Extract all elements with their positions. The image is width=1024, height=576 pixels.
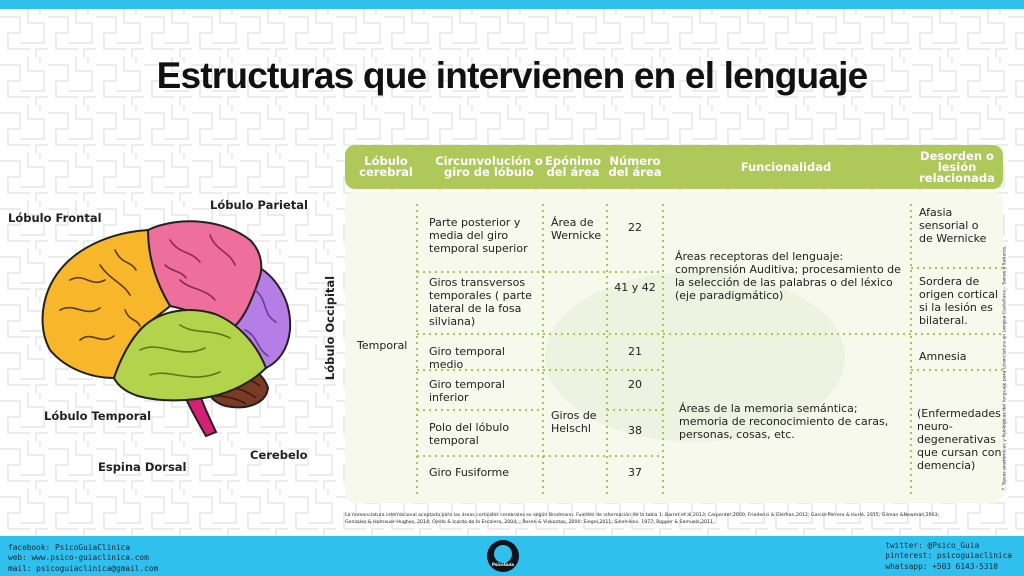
logo-text: PsicoGuía: [492, 562, 514, 567]
header-eponimo: Epónimo del área: [544, 154, 601, 179]
cell-lobulo-temporal: Temporal: [357, 339, 408, 352]
label-spinal-cord: Espina Dorsal: [98, 460, 187, 474]
cell-eponimo-helschl: Giros de Helschl: [551, 409, 597, 435]
footer-contacts-right: [885, 541, 1012, 572]
table-header: [345, 145, 1003, 189]
label-occipital-lobe: Lóbulo Occipital: [323, 275, 337, 381]
page-title: Estructuras que intervienen en el lenguaje: [156, 55, 868, 96]
footer-whatsapp[interactable]: whatsapp: +503 6143-5310: [885, 561, 998, 571]
cell-giro-4: Giro temporal inferior: [429, 378, 505, 404]
cell-giro-5: Polo del lóbulo temporal: [429, 421, 510, 447]
label-parietal-lobe: Lóbulo Parietal: [210, 198, 308, 212]
header-lobulo: Lóbulo cerebral: [359, 154, 413, 179]
header-numero: Número del área: [608, 154, 662, 179]
psicoguia-logo: [487, 540, 519, 572]
source-note: La nomenclatura internacional aceptada para las áreas corticales cerebrales es según Brodmann. Fuentes de información de la tabla 1: Barret et al,2013; Carpenter,2000; Friederici & Gierhan,2012; García-Porrero & Hurlé, 2015; Gilman &Newman,2003; Gonzales & Hornauer-Hughes, 2014; Ojeda & Icardo de la Escalera, 2004; ; Rosen & Viskontas, 2000; Siegel,2011; Sinelnikov, 1977; Ropper & Samuels,2011.: [345, 513, 940, 525]
side-reference-note: 7. Bases anatómicas y fisiológicas del lenguaje para Licenciatura en Lengua Castellana – Sanes y Saberes.: [1002, 245, 1008, 491]
footer-mail[interactable]: mail: psicoguiaclinica@gmail.com: [8, 563, 159, 573]
footer-facebook[interactable]: facebook: PsicoGuiaClinica: [8, 543, 131, 552]
cell-desorden-sordera: Sordera de origen cortical si la lesión es bilateral.: [919, 275, 999, 327]
cell-giro-1: Parte posterior y media del giro temporal superior: [429, 216, 528, 255]
cell-numero-2: 41 y 42: [614, 281, 656, 294]
table-body: [345, 192, 1003, 503]
cell-giro-6: Giro Fusiforme: [429, 466, 509, 479]
logo-brain-icon: [494, 545, 512, 563]
cell-numero-3: 21: [628, 345, 642, 358]
cell-numero-1: 22: [628, 221, 642, 234]
footer-web[interactable]: web: www.psico-guiaclinica.com: [8, 553, 149, 563]
header-desorden: Desorden o lesión relacionada: [919, 148, 995, 185]
footer-pinterest[interactable]: pinterest: psicoguiaclinica: [885, 551, 1012, 561]
top-accent-bar: [0, 0, 1024, 9]
label-frontal-lobe: Lóbulo Frontal: [8, 211, 102, 225]
label-cerebellum: Cerebelo: [250, 448, 308, 462]
cell-desorden-enfermedades: (Enfermedades neuro-degenerativas que cursan con demencia): [917, 407, 1002, 472]
footer-contacts-left: [8, 543, 158, 574]
cell-numero-5: 38: [628, 424, 642, 437]
cell-funcion-receptoras: Áreas receptoras del lenguaje: comprensión Auditiva; procesamiento de la selección de las palabras o del léxico (eje paradigmático): [675, 250, 901, 302]
cell-eponimo-wernicke: Área de Wernicke: [551, 216, 602, 242]
header-funcionalidad: Funcionalidad: [740, 159, 832, 174]
cell-desorden-afasia: Afasia sensorial o de Wernicke: [919, 206, 987, 245]
cell-numero-6: 37: [628, 466, 642, 479]
cell-desorden-amnesia: Amnesia: [919, 350, 967, 363]
cell-giro-3: Giro temporal medio: [429, 345, 505, 371]
label-temporal-lobe: Lóbulo Temporal: [44, 409, 152, 423]
cell-giro-2: Giros transversos temporales ( parte lateral de la fosa silviana): [429, 276, 532, 328]
cell-numero-4: 20: [628, 378, 642, 391]
header-circunvolucion: Circunvolución o giro de lóbulo: [435, 154, 543, 179]
cell-funcion-memoria: Áreas de la memoria semántica; memoria de reconocimiento de caras, personas, cosas, etc.: [679, 402, 889, 441]
footer-twitter[interactable]: twitter: @Psico_Guia: [885, 541, 980, 550]
